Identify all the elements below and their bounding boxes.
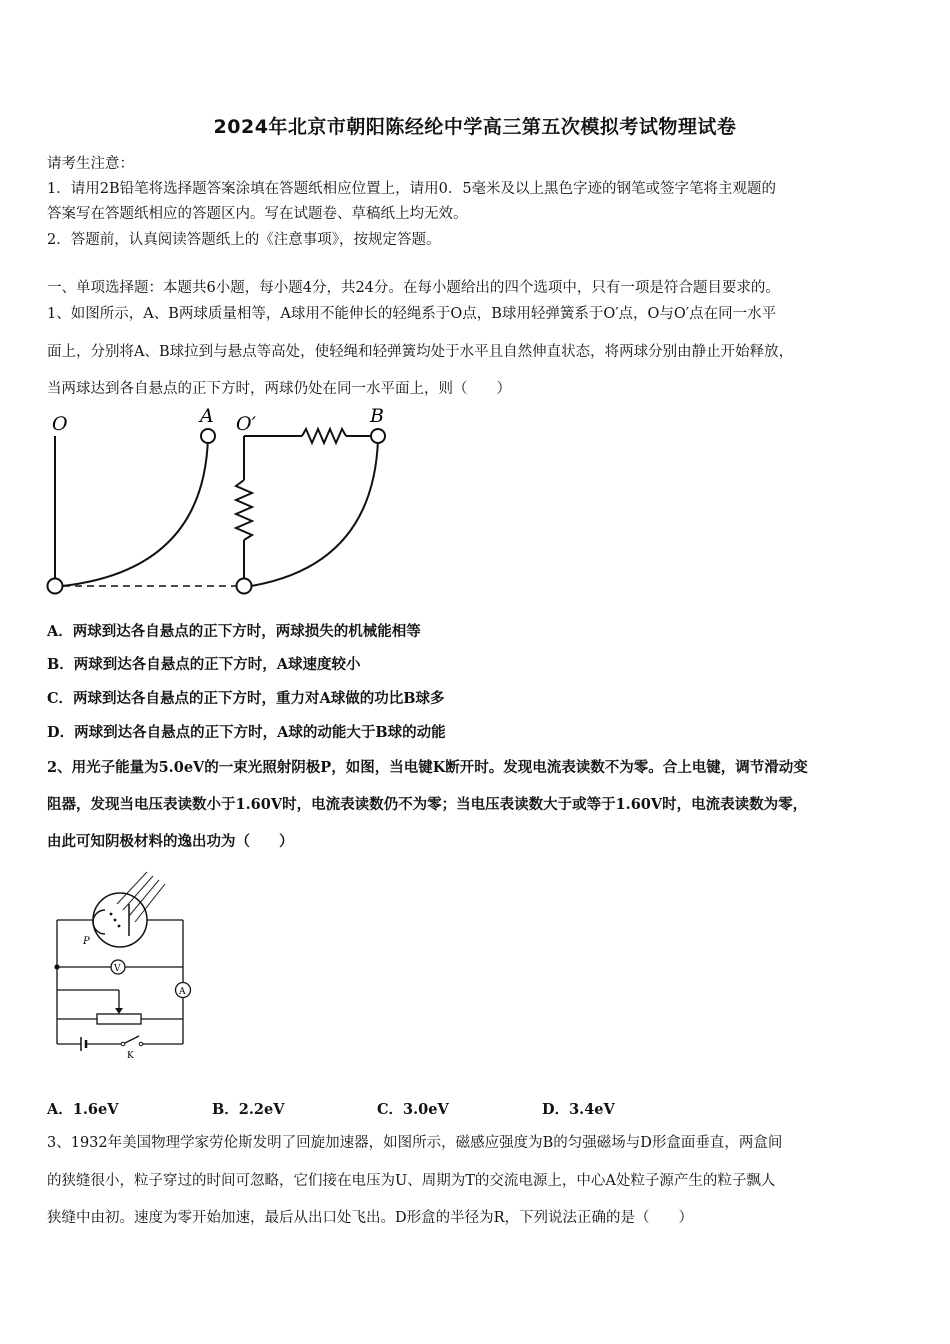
q2-stem-line-3: 由此可知阴极材料的逸出功为（ ） <box>47 833 294 850</box>
q2-fig-label-a: A <box>179 987 186 997</box>
notice-line-1: 1．请用2B铅笔将选择题答案涂填在答题纸相应位置上，请用0．5毫米及以上黑色字迹的钢笔或签字笔将主观题的 <box>47 181 777 197</box>
q1-stem-line-3: 当两球达到各自悬点的正下方时，两球仍处在同一水平面上，则（ ） <box>47 381 511 397</box>
q1-fig-arc-b <box>251 440 378 586</box>
q1-fig-label-o: O <box>52 413 68 435</box>
notice-line-2: 答案写在答题纸相应的答题区内。写在试题卷、草稿纸上均无效。 <box>47 206 468 222</box>
q2-option-a[interactable]: A．1.6eV <box>47 1101 119 1118</box>
section-header: 一、单项选择题：本题共6小题，每小题4分，共24分。在每小题给出的四个选项中，只有一项是符合题目要求的。 <box>47 280 780 296</box>
q1-fig-spring-vertical <box>236 480 252 540</box>
q3-stem-line-3: 狭缝中由初。速度为零开始加速，最后从出口处飞出。D形盒的半径为R，下列说法正确的是（ ） <box>47 1210 694 1226</box>
q1-fig-ball-a-start <box>201 429 215 443</box>
q1-fig-label-o-prime: O′ <box>236 413 256 435</box>
q2-fig-label-p: P <box>83 936 90 947</box>
q1-fig-label-a: A <box>200 405 214 427</box>
q3-stem-line-2: 的狭缝很小，粒子穿过的时间可忽略，它们接在电压为U、周期为T的交流电源上，中心A处粒子源产生的粒子飘人 <box>47 1173 776 1189</box>
q2-option-c[interactable]: C．3.0eV <box>377 1101 449 1118</box>
q3-stem-line-1: 3、1932年美国物理学家劳伦斯发明了回旋加速器，如图所示，磁感应强度为B的匀强磁场与D形盒面垂直，两盒间 <box>47 1135 783 1151</box>
q1-stem-line-1: 1、如图所示，A、B两球质量相等，A球用不能伸长的轻绳系于O点，B球用轻弹簧系于O′点，O与O′点在同一水平 <box>47 306 777 322</box>
q2-stem-line-1: 2、用光子能量为5.0eV的一束光照射阴极P，如图，当电键K断开时。发现电流表读数不为零。合上电键，调节滑动变 <box>47 759 808 776</box>
q1-fig-label-b: B <box>370 405 384 427</box>
q2-option-b[interactable]: B．2.2eV <box>212 1101 285 1118</box>
notice-line-3: 2．答题前，认真阅读答题纸上的《注意事项》，按规定答题。 <box>47 232 441 248</box>
q1-fig-ball-a-bottom <box>48 579 63 594</box>
notice-heading: 请考生注意： <box>47 156 134 172</box>
q2-fig-label-k: K <box>127 1051 134 1061</box>
q1-fig-spring-horizontal <box>302 429 346 443</box>
q1-option-a[interactable]: A．两球到达各自悬点的正下方时，两球损失的机械能相等 <box>47 623 421 640</box>
q1-option-c[interactable]: C．两球到达各自悬点的正下方时，重力对A球做的功比B球多 <box>47 690 445 707</box>
q2-fig-key <box>125 1036 139 1043</box>
q1-fig-ball-b-start <box>371 429 385 443</box>
q1-figure <box>40 400 400 605</box>
q2-fig-rheostat <box>97 1014 141 1024</box>
q1-stem-line-2: 面上，分别将A、B球拉到与悬点等高处，使轻绳和轻弹簧均处于水平且自然伸直状态，将两球分别由静止开始释放， <box>47 344 794 360</box>
q2-option-d[interactable]: D．3.4eV <box>542 1101 615 1118</box>
q2-fig-label-v: V <box>114 964 121 974</box>
q2-stem-line-2: 阻器，发现当电压表读数小于1.60V时，电流表读数仍不为零；当电压表读数大于或等于1.60V时，电流表读数为零， <box>47 796 808 813</box>
q1-fig-ball-b-bottom <box>237 579 252 594</box>
page-title: 2024年北京市朝阳陈经纶中学高三第五次模拟考试物理试卷 <box>213 116 737 138</box>
q2-figure <box>45 862 205 1062</box>
q1-option-d[interactable]: D．两球到达各自悬点的正下方时，A球的动能大于B球的动能 <box>47 724 446 741</box>
q1-option-b[interactable]: B．两球到达各自悬点的正下方时，A球速度较小 <box>47 656 361 673</box>
q1-fig-arc-a <box>62 436 208 586</box>
